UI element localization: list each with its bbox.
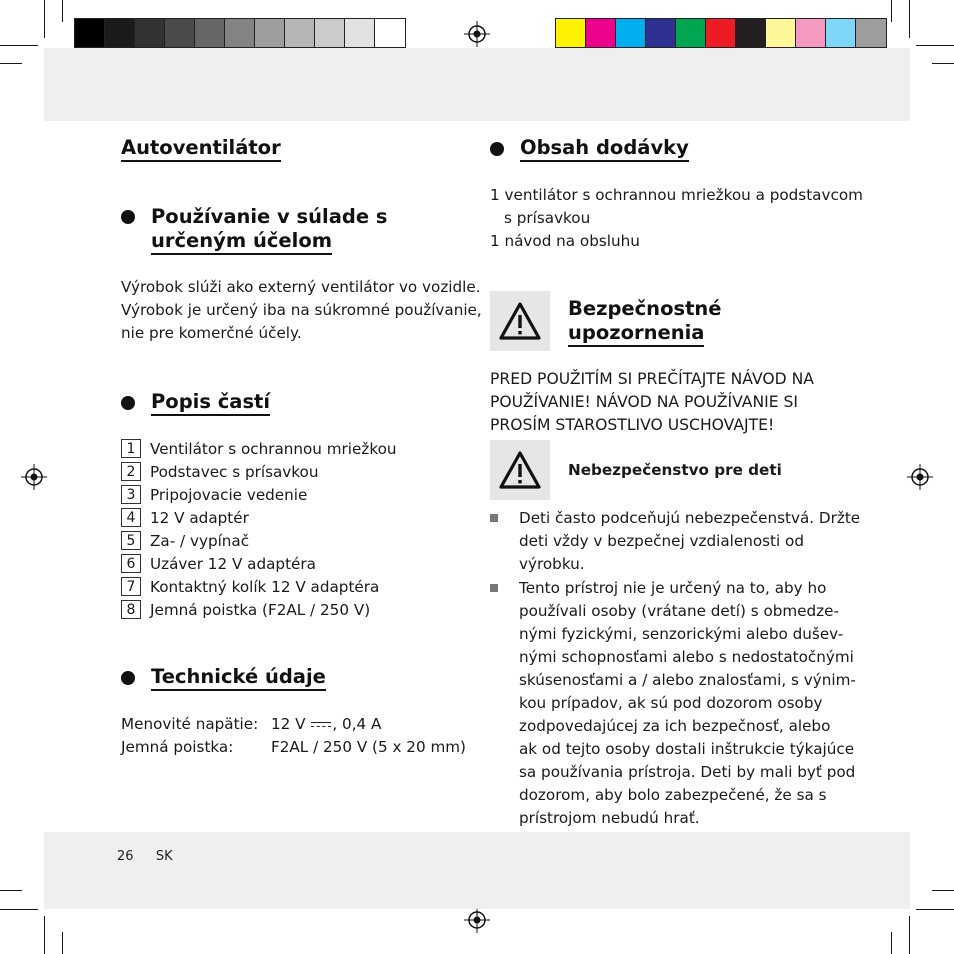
warning-triangle-icon <box>498 450 542 490</box>
crop-mark <box>62 0 63 22</box>
gray-swatch <box>255 19 285 47</box>
color-swatch <box>646 19 676 47</box>
crop-mark <box>932 890 954 891</box>
safety-heading: Bezpečnostné upozornenia <box>568 297 722 345</box>
part-label: Jemná poistka (F2AL / 250 V) <box>150 600 371 619</box>
rated-voltage-label: Menovité napätie: <box>121 715 259 733</box>
fuse-value: F2AL / 250 V (5 x 20 mm) <box>271 738 466 756</box>
crop-mark <box>916 909 954 910</box>
page-number: 26 <box>117 849 134 864</box>
part-item <box>121 531 249 550</box>
color-swatch <box>676 19 706 47</box>
registration-mark-icon <box>464 907 490 933</box>
crop-mark <box>62 932 63 954</box>
registration-mark-icon <box>464 21 490 47</box>
crop-mark <box>0 909 38 910</box>
gray-swatch <box>75 19 105 47</box>
grayscale-calibration-bar <box>74 18 406 48</box>
direct-current-symbol-icon <box>311 720 331 730</box>
intended-use-heading: Používanie v súlade s určeným účelom <box>151 205 387 253</box>
part-label: Kontaktný kolík 12 V adaptéra <box>150 577 380 596</box>
gray-swatch <box>165 19 195 47</box>
delivery-contents: 1 ventilátor s ochrannou mriežkou a podstavcom s prísavkou 1 návod na obsluhu <box>490 186 863 250</box>
part-label: Pripojovacie vedenie <box>150 485 308 504</box>
technical-data <box>121 713 466 763</box>
crop-mark <box>916 45 954 46</box>
registration-mark-icon <box>907 464 933 490</box>
child-danger-bullet-2: Tento prístroj nie je určený na to, aby ho používali osoby (vrátane detí) s obmedze- nými fyzickými, senzorickými alebo dušev- nými schopnosťami alebo s nedostatočnými skúsenosťami a / alebo znalosťami, s výnim- kou prípadov, ak sú pod dozorom osoby zodpovedajúcej za ich bezpečnosť, alebo ak od tejto osoby dostali inštrukcie týkajúce sa používania prístroja. Deti by mali byť pod dozorom, aby bolo zabezpečené, že sa s prístrojom nebudú hrať. <box>519 579 856 827</box>
delivery-heading: Obsah dodávky <box>520 136 689 160</box>
part-number: 5 <box>121 531 141 550</box>
part-number: 2 <box>121 462 141 481</box>
child-danger-bullet-1: Deti často podceňujú nebezpečenstvá. Držte deti vždy v bezpečnej vzdialenosti od výrobku. <box>519 509 861 573</box>
warning-triangle-icon <box>498 301 542 341</box>
part-label: Za- / vypínač <box>150 531 250 550</box>
part-item <box>121 577 379 596</box>
color-swatch <box>856 19 886 47</box>
color-swatch <box>616 19 646 47</box>
part-label: Podstavec s prísavkou <box>150 462 319 481</box>
color-swatch <box>736 19 766 47</box>
language-code: SK <box>155 849 173 864</box>
color-swatch <box>796 19 826 47</box>
part-number: 4 <box>121 508 141 527</box>
gray-swatch <box>345 19 375 47</box>
crop-mark <box>909 0 910 38</box>
part-number: 8 <box>121 600 141 619</box>
gray-swatch <box>315 19 345 47</box>
part-number: 7 <box>121 577 141 596</box>
crop-mark <box>932 63 954 64</box>
gray-swatch <box>225 19 255 47</box>
registration-mark-icon <box>21 464 47 490</box>
color-swatch <box>766 19 796 47</box>
safety-caps-notice: PRED POUŽITÍM SI PREČÍTAJTE NÁVOD NA POUŽÍVANIE! NÁVOD NA POUŽÍVANIE SI PROSÍM STAROSTLIVO USCHOVAJTE! <box>490 370 814 434</box>
part-label: Ventilátor s ochrannou mriežkou <box>150 439 397 458</box>
crop-mark <box>0 45 38 46</box>
color-swatch <box>826 19 856 47</box>
crop-mark <box>0 890 22 891</box>
warning-sign-box <box>490 440 550 500</box>
page-footer <box>117 849 173 864</box>
technical-data-heading: Technické údaje <box>151 665 326 689</box>
section-bullet-icon <box>121 396 135 410</box>
bullet-square-icon <box>490 584 498 592</box>
gray-swatch <box>375 19 405 47</box>
color-swatch <box>586 19 616 47</box>
parts-heading: Popis častí <box>151 390 270 414</box>
section-bullet-icon <box>121 671 135 685</box>
gray-swatch <box>195 19 225 47</box>
crop-mark <box>44 0 45 38</box>
crop-mark <box>909 916 910 954</box>
part-item <box>121 462 318 481</box>
rated-voltage-value: 12 V , 0,4 A <box>271 715 382 733</box>
fuse-label: Jemná poistka: <box>121 738 234 756</box>
crop-mark <box>44 916 45 954</box>
footer-band <box>44 832 910 909</box>
color-swatch <box>556 19 586 47</box>
gray-swatch <box>135 19 165 47</box>
part-item <box>121 600 370 619</box>
crop-mark <box>891 0 892 22</box>
part-number: 3 <box>121 485 141 504</box>
gray-swatch <box>285 19 315 47</box>
header-band <box>44 48 910 121</box>
part-number: 6 <box>121 554 141 573</box>
section-bullet-icon <box>121 210 135 224</box>
warning-sign-box <box>490 291 550 351</box>
gray-swatch <box>105 19 135 47</box>
part-number: 1 <box>121 439 141 458</box>
product-title: Autoventilátor <box>121 136 281 160</box>
color-calibration-bar <box>555 18 887 48</box>
part-label: Uzáver 12 V adaptéra <box>150 554 316 573</box>
part-item <box>121 508 249 527</box>
bullet-square-icon <box>490 514 498 522</box>
crop-mark <box>0 63 22 64</box>
crop-mark <box>891 932 892 954</box>
child-danger-label: Nebezpečenstvo pre deti <box>568 461 782 479</box>
part-item <box>121 485 307 504</box>
part-item <box>121 439 397 458</box>
color-swatch <box>706 19 736 47</box>
section-bullet-icon <box>490 142 504 156</box>
part-item <box>121 554 316 573</box>
part-label: 12 V adaptér <box>150 508 249 527</box>
intended-use-text: Výrobok slúži ako externý ventilátor vo vozidle. Výrobok je určený iba na súkromné používanie, nie pre komerčné účely. <box>121 278 482 342</box>
